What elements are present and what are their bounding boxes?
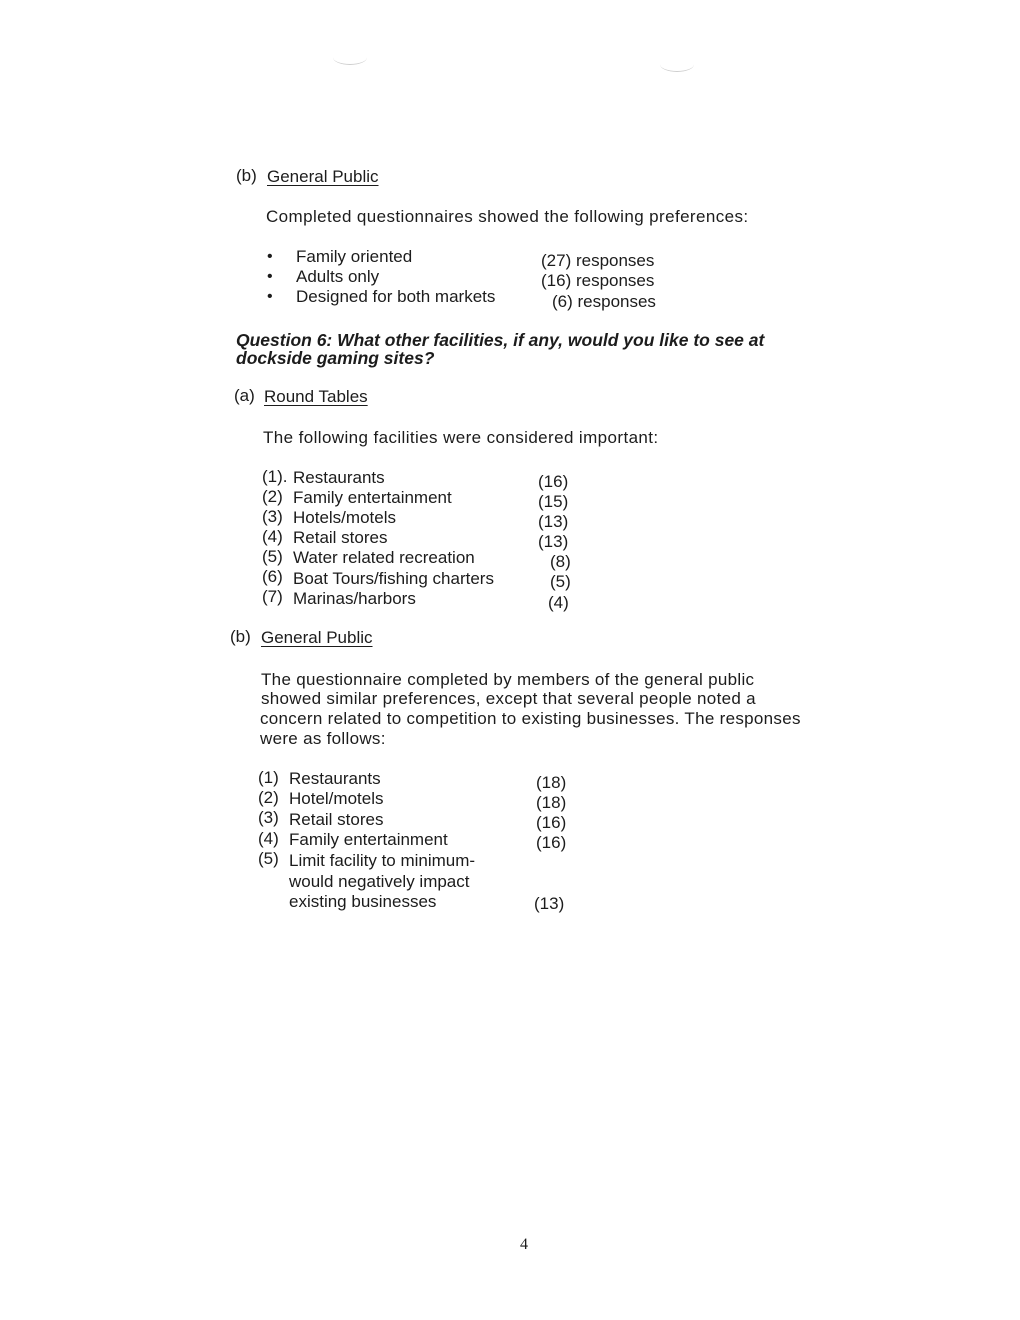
b1-item-value: (6) responses bbox=[552, 292, 656, 311]
b2-item-value: (13) bbox=[534, 894, 565, 913]
b2-item-text: would negatively impact bbox=[289, 872, 470, 891]
section-b2-heading: General Public bbox=[261, 628, 373, 647]
b2-para-line: were as follows: bbox=[260, 729, 386, 748]
a-item-num: (6) bbox=[262, 567, 283, 586]
a-item-value: (16) bbox=[538, 472, 569, 491]
b2-item-num: (4) bbox=[258, 829, 279, 848]
b1-item-text: • Adults only bbox=[296, 267, 379, 287]
b2-item-value: (16) bbox=[536, 833, 567, 852]
page-number: 4 bbox=[520, 1236, 528, 1253]
b2-item-value: (18) bbox=[536, 793, 567, 812]
b1-item-value: (16) responses bbox=[541, 271, 655, 290]
section-b1-intro: Completed questionnaires showed the following preferences: bbox=[266, 207, 749, 226]
b2-item-text: Limit facility to minimum- bbox=[289, 851, 476, 870]
a-item-text: Hotels/motels bbox=[293, 508, 396, 527]
question-6-line1: Question 6: What other facilities, if any, would you like to see at bbox=[236, 330, 765, 350]
section-a-intro: The following facilities were considered important: bbox=[263, 428, 659, 447]
a-item-text: Boat Tours/fishing charters bbox=[293, 569, 494, 588]
a-item-value: (15) bbox=[538, 492, 569, 511]
punch-mark-left bbox=[333, 50, 367, 65]
b2-item-text: Retail stores bbox=[289, 810, 384, 829]
a-item-num: (4) bbox=[262, 527, 283, 546]
question-6-line2: dockside gaming sites? bbox=[236, 348, 435, 368]
b2-item-text: Family entertainment bbox=[289, 830, 448, 849]
a-item-text: Water related recreation bbox=[293, 548, 475, 567]
a-item-text: Retail stores bbox=[293, 528, 388, 547]
a-item-num: (5) bbox=[262, 547, 283, 566]
b2-para-line: showed similar preferences, except that several people noted a bbox=[261, 689, 756, 708]
b2-item-value: (18) bbox=[536, 773, 567, 792]
b1-item-value: (27) responses bbox=[541, 251, 655, 270]
a-item-value: (4) bbox=[548, 593, 569, 612]
a-item-value: (13) bbox=[538, 532, 569, 551]
a-item-num: (1). bbox=[262, 467, 288, 486]
b2-item-value: (16) bbox=[536, 813, 567, 832]
a-item-num: (7) bbox=[262, 587, 283, 606]
a-item-num: (2) bbox=[262, 487, 283, 506]
b2-item-text: Restaurants bbox=[289, 769, 381, 788]
punch-mark-right bbox=[660, 57, 694, 72]
b2-para-line: The questionnaire completed by members of the general public bbox=[261, 670, 755, 689]
a-item-text: Family entertainment bbox=[293, 488, 452, 507]
section-b2-label: (b) bbox=[230, 627, 251, 646]
section-b1-heading: General Public bbox=[267, 167, 379, 186]
a-item-text: Restaurants bbox=[293, 468, 385, 487]
a-item-value: (5) bbox=[550, 572, 571, 591]
b2-para-line: concern related to competition to existing businesses. The responses bbox=[260, 709, 801, 728]
b2-item-num: (5) bbox=[258, 849, 279, 868]
a-item-value: (8) bbox=[550, 552, 571, 571]
a-item-num: (3) bbox=[262, 507, 283, 526]
b2-item-text: existing businesses bbox=[289, 892, 437, 911]
a-item-text: Marinas/harbors bbox=[293, 589, 416, 608]
a-item-value: (13) bbox=[538, 512, 569, 531]
b1-item-text: • Family oriented bbox=[296, 247, 412, 267]
b2-item-num: (2) bbox=[258, 788, 279, 807]
section-a-heading: Round Tables bbox=[264, 387, 368, 406]
b2-item-text: Hotel/motels bbox=[289, 789, 384, 808]
section-b1-label: (b) bbox=[236, 166, 257, 185]
b1-item-text: • Designed for both markets bbox=[296, 287, 495, 307]
b2-item-num: (3) bbox=[258, 808, 279, 827]
section-a-label: (a) bbox=[234, 386, 255, 405]
b2-item-num: (1) bbox=[258, 768, 279, 787]
